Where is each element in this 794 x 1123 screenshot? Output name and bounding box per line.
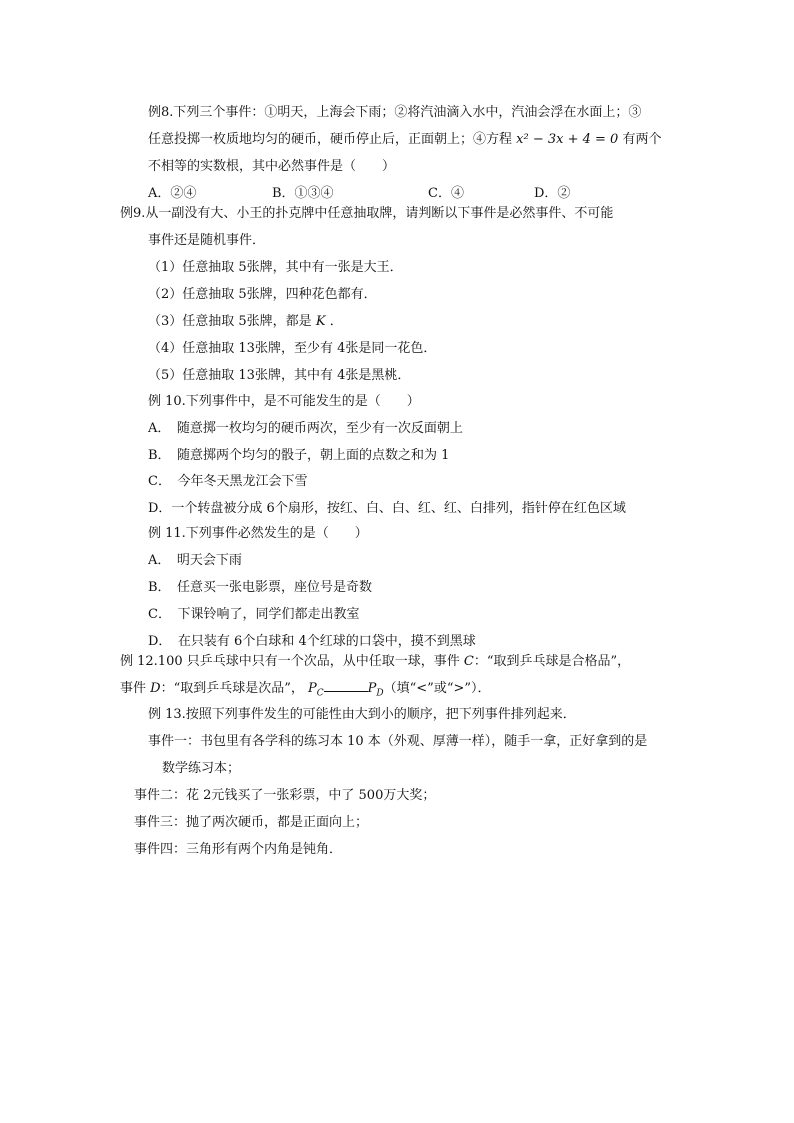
example-10-option-a: A． 随意掷一枚均匀的硬币两次，至少有一次反面朝上 <box>148 421 463 436</box>
example-8-option-d: D．② <box>534 186 571 201</box>
example-9-item-4: （4）任意抽取 13张牌，至少有 4张是同一花色． <box>148 341 437 356</box>
example-9-line-1: 例9.从一副没有大、小王的扑克牌中任意抽取牌，请判断以下事件是必然事件、不可能 <box>120 206 614 221</box>
example-10-stem: 例 10.下列事件中，是不可能发生的是（ ） <box>148 394 420 409</box>
example-13-event-3: 事件三：抛了两次硬币，都是正面向上； <box>134 815 369 830</box>
example-12-line-2-tail: （填“<”或“>”）． <box>383 681 491 696</box>
example-9-item-2: （2）任意抽取 5张牌，四种花色都有． <box>148 287 377 302</box>
event-c-label: C <box>463 654 474 669</box>
example-8-equation: x² − 3x + 4 = 0 <box>516 132 619 147</box>
example-8-line-2-text: 任意投掷一枚质地均匀的硬币，硬币停止后，正面朝上；④方程 <box>148 132 513 147</box>
example-8-option-c: C．④ <box>428 186 464 201</box>
event-d-label: D <box>150 681 161 696</box>
example-11-option-d: D． 在只装有 6个白球和 4个红球的口袋中，摸不到黑球 <box>148 634 476 649</box>
example-8-option-a: A．②④ <box>148 186 197 201</box>
example-10-option-b: B． 随意掷两个均匀的骰子，朝上面的点数之和为 1 <box>148 448 450 463</box>
answer-blank[interactable] <box>324 679 368 692</box>
example-9-item-3-var: K <box>315 314 326 329</box>
probability-c <box>308 681 324 699</box>
probability-c-letter: P <box>308 681 317 696</box>
example-8-line-3: 不相等的实数根，其中必然事件是（ ） <box>148 159 396 174</box>
example-8-option-b: B．①③④ <box>272 186 334 201</box>
example-8-line-2-tail: 有两个 <box>622 132 662 147</box>
example-13-event-1-line-1: 事件一：书包里有各学科的练习本 10 本（外观、厚薄一样），随手一拿，正好拿到的是 <box>148 734 648 749</box>
example-12-line-1-text: 例 12.100 只乒乓球中只有一个次品，从中任取一球，事件 <box>120 654 460 669</box>
example-11-option-c: C． 下课铃响了，同学们都走出教室 <box>148 607 360 622</box>
example-12-line-1-tail: ：“取到乒乓球是合格品”， <box>473 654 631 669</box>
example-13-event-2: 事件二：花 2元钱买了一张彩票，中了 500万大奖； <box>134 788 436 803</box>
example-13-stem: 例 13.按照下列事件发生的可能性由大到小的顺序，把下列事件排列起来． <box>148 707 576 722</box>
example-12-line-2-mid: ：“取到乒乓球是次品”， <box>160 681 304 696</box>
probability-d-letter: P <box>367 681 377 696</box>
example-11-option-b: B． 任意买一张电影票，座位号是奇数 <box>148 580 373 595</box>
example-11-stem: 例 11.下列事件必然发生的是（ ） <box>148 526 368 541</box>
probability-d-subscript: D <box>376 688 384 699</box>
example-10-option-c: C． 今年冬天黑龙江会下雪 <box>148 474 308 489</box>
example-8-line-2 <box>148 130 661 150</box>
example-10-option-d: D．一个转盘被分成 6个扇形，按红、白、白、红、红、白排列，指针停在红色区域 <box>148 501 626 516</box>
example-9-item-3-text: （3）任意抽取 5张牌，都是 <box>148 314 312 329</box>
example-8-line-1: 例8.下列三个事件：①明天，上海会下雨；②将汽油滴入水中，汽油会浮在水面上；③ <box>148 105 642 120</box>
example-9-item-5: （5）任意抽取 13张牌，其中有 4张是黑桃． <box>148 368 411 383</box>
probability-d <box>367 681 384 699</box>
example-13-event-4: 事件四：三角形有两个内角是钝角． <box>134 842 343 857</box>
example-9-item-3-tail: ． <box>329 314 343 329</box>
example-13-event-1-line-2: 数学练习本； <box>162 761 241 776</box>
example-11-option-a: A． 明天会下雨 <box>148 553 242 568</box>
example-9-line-2: 事件还是随机事件． <box>148 233 266 248</box>
example-12-line-2-text: 事件 <box>120 681 147 696</box>
example-9-item-1: （1）任意抽取 5张牌，其中有一张是大王． <box>148 260 403 275</box>
example-12-line-1 <box>120 652 630 672</box>
example-9-item-3 <box>148 312 343 332</box>
probability-c-subscript: C <box>316 688 324 699</box>
example-12-line-2 <box>120 679 491 704</box>
